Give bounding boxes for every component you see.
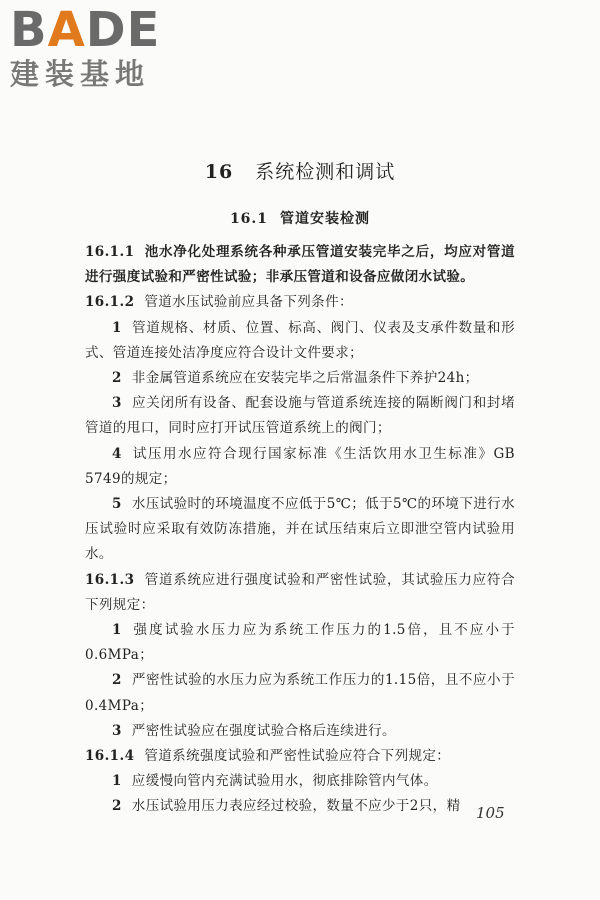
clause-text: 管道系统应进行强度试验和严密性试验，其试验压力应符合下列规定： [85, 571, 515, 613]
item-number: 5 [112, 496, 122, 513]
item-number: 1 [112, 622, 122, 639]
chapter-number: 16 [204, 161, 234, 183]
item-text: 水压试验时的环境温度不应低于5℃；低于5℃的环境下进行水压试验时应采取有效防冻措施，并在试压结束后立即泄空管内试验用水。 [85, 496, 515, 563]
document-body [85, 240, 515, 820]
clause-item [85, 719, 515, 744]
clause-item [85, 391, 515, 441]
clause-text: 管道水压试验前应具备下列条件： [144, 294, 353, 311]
section-number: 16.1 [229, 211, 269, 227]
clause-number: 16.1.2 [85, 294, 135, 311]
item-text: 水压试验用压力表应经过校验，数量不应少于2只，精 [131, 798, 461, 815]
logo-wordmark [10, 4, 160, 56]
clause-number: 16.1.3 [85, 571, 135, 588]
item-text: 非金属管道系统应在安装完毕之后常温条件下养护24h； [131, 370, 479, 387]
clause-16-1-4 [85, 744, 515, 769]
clause-number: 16.1.1 [85, 244, 135, 260]
item-text: 严密性试验应在强度试验合格后连续进行。 [131, 722, 396, 739]
item-number: 2 [112, 798, 122, 815]
item-text: 试压用水应符合现行国家标准《生活饮用水卫生标准》GB 5749的规定； [85, 445, 515, 487]
clause-item [85, 316, 515, 366]
brand-logo [10, 4, 160, 90]
item-number: 3 [112, 395, 122, 412]
clause-item [85, 794, 515, 819]
section-title-text: 管道安装检测 [280, 211, 371, 227]
clause-text: 池水净化处理系统各种承压管道安装完毕之后，均应对管道进行强度试验和严密性试验；非承压管道和设备应做闭水试验。 [85, 244, 515, 286]
logo-letters-de: DE [85, 2, 161, 58]
clause-16-1-3 [85, 568, 515, 618]
clause-item [85, 366, 515, 391]
clause-item [85, 492, 515, 568]
item-text: 强度试验水压力应为系统工作压力的1.5倍，且不应小于0.6MPa； [85, 622, 515, 664]
chapter-title [0, 157, 600, 184]
item-text: 管道规格、材质、位置、标高、阀门、仪表及支承件数量和形式、管道连接处洁净度应符合设计文件要求； [85, 319, 515, 361]
clause-item [85, 618, 515, 668]
clause-item [85, 668, 515, 718]
item-text: 严密性试验的水压力应为系统工作压力的1.15倍，且不应小于0.4MPa； [85, 672, 515, 714]
clause-16-1-1 [85, 240, 515, 290]
item-number: 2 [112, 370, 122, 387]
item-text: 应关闭所有设备、配套设施与管道系统连接的隔断阀门和封堵管道的甩口，同时应打开试压管道系统上的阀门； [85, 395, 515, 437]
section-title [0, 208, 600, 228]
chapter-title-text: 系统检测和调试 [255, 161, 396, 183]
clause-16-1-2 [85, 290, 515, 315]
clause-item [85, 769, 515, 794]
clause-text: 管道系统强度试验和严密性试验应符合下列规定： [144, 748, 451, 765]
item-number: 1 [112, 319, 122, 336]
item-number: 2 [112, 672, 122, 689]
item-number: 4 [112, 445, 122, 462]
clause-item [85, 442, 515, 492]
item-text: 应缓慢向管内充满试验用水，彻底排除管内气体。 [131, 773, 438, 790]
item-number: 1 [112, 773, 122, 790]
clause-number: 16.1.4 [85, 748, 135, 765]
logo-letter-a-accent: A [47, 2, 86, 58]
logo-letter-b: B [10, 2, 48, 58]
page-number: 105 [476, 804, 505, 822]
item-number: 3 [112, 722, 122, 739]
logo-subtitle: 建装基地 [10, 57, 151, 91]
